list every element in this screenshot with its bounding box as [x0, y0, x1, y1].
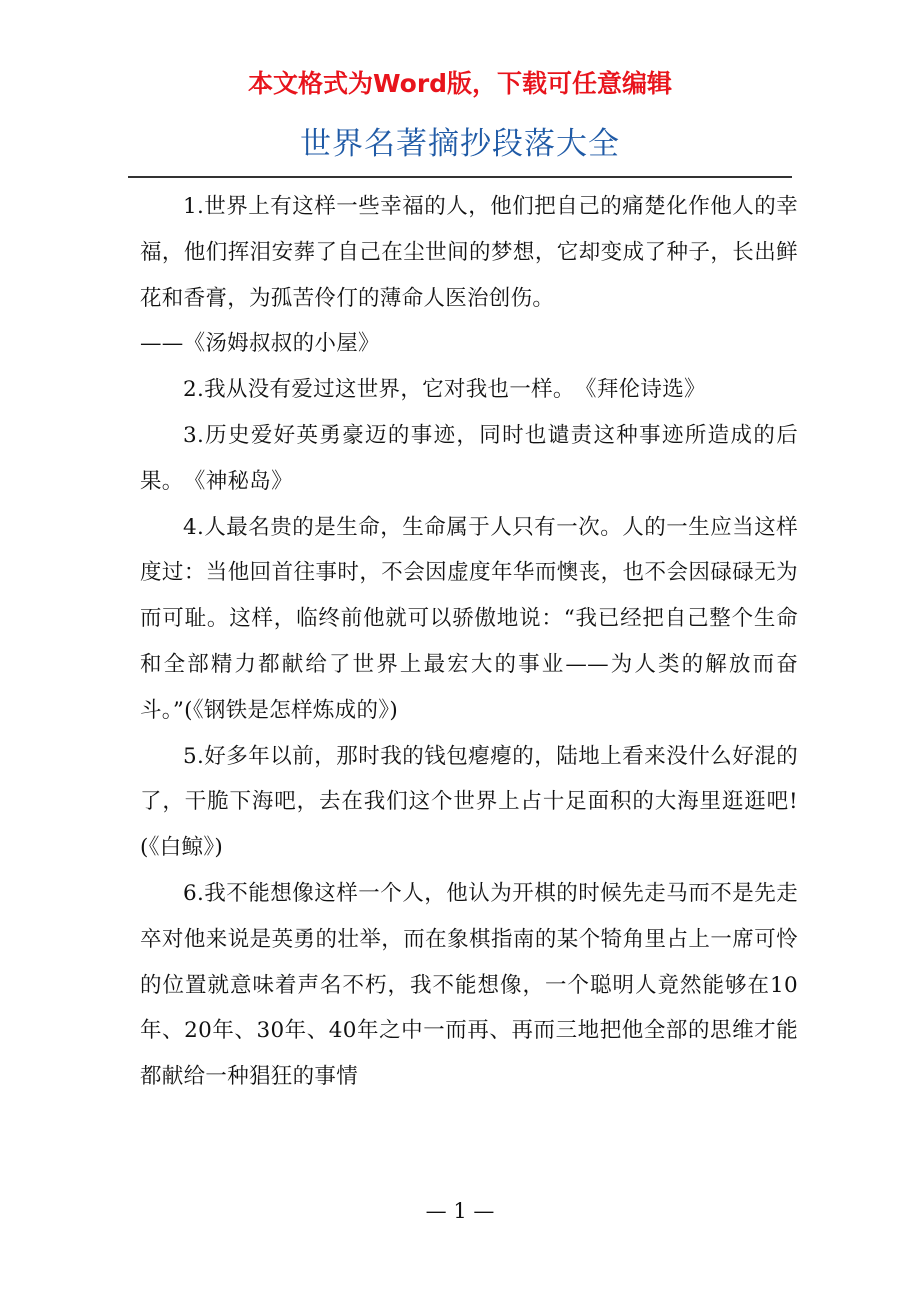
page-number: — 1 — — [425, 1199, 495, 1223]
document-body — [140, 184, 798, 1100]
paragraph-4: 4.人最名贵的是生命，生命属于人只有一次。人的一生应当这样度过：当他回首往事时，不会因虚度年华而懊丧，也不会因碌碌无为而可耻。这样，临终前他就可以骄傲地说：“我已经把自己整个生命和全部精力都献给了世界上最宏大的事业——为人类的解放而奋斗。”(《钢铁是怎样炼成的》) — [140, 514, 798, 723]
paragraph-1: 1.世界上有这样一些幸福的人，他们把自己的痛楚化作他人的幸福，他们挥泪安葬了自己在尘世间的梦想，它却变成了种子，长出鲜花和香膏，为孤苦伶仃的薄命人医治创伤。 — [140, 194, 798, 311]
paragraph-2: 2.我从没有爱过这世界，它对我也一样。 《拜伦诗选》 — [183, 377, 706, 403]
paragraph-1-source: ——《汤姆叔叔的小屋》 — [140, 331, 380, 357]
paragraph-6: 6.我不能想像这样一个人，他认为开棋的时候先走马而不是先走卒对他来说是英勇的壮举，而在象棋指南的某个犄角里占上一席可怜的位置就意味着声名不朽，我不能想像，一个聪明人竟然能够在10年、20年、30年、40年之中一而再、再而三地把他全部的思维才能都献给一种猖狂的事情 — [140, 880, 798, 1090]
word-format-notice: 本文格式为Word版，下载可任意编辑 — [247, 69, 673, 98]
page-title: 世界名著摘抄段落大全 — [300, 126, 620, 162]
paragraph-5: 5.好多年以前，那时我的钱包瘪瘪的，陆地上看来没什么好混的了，干脆下海吧，去在我们这个世界上占十足面积的大海里逛逛吧! (《白鲸》) — [140, 743, 798, 861]
title-divider — [128, 176, 792, 178]
paragraph-3: 3.历史爱好英勇豪迈的事迹，同时也谴责这种事迹所造成的后果。 《神秘岛》 — [140, 422, 798, 494]
